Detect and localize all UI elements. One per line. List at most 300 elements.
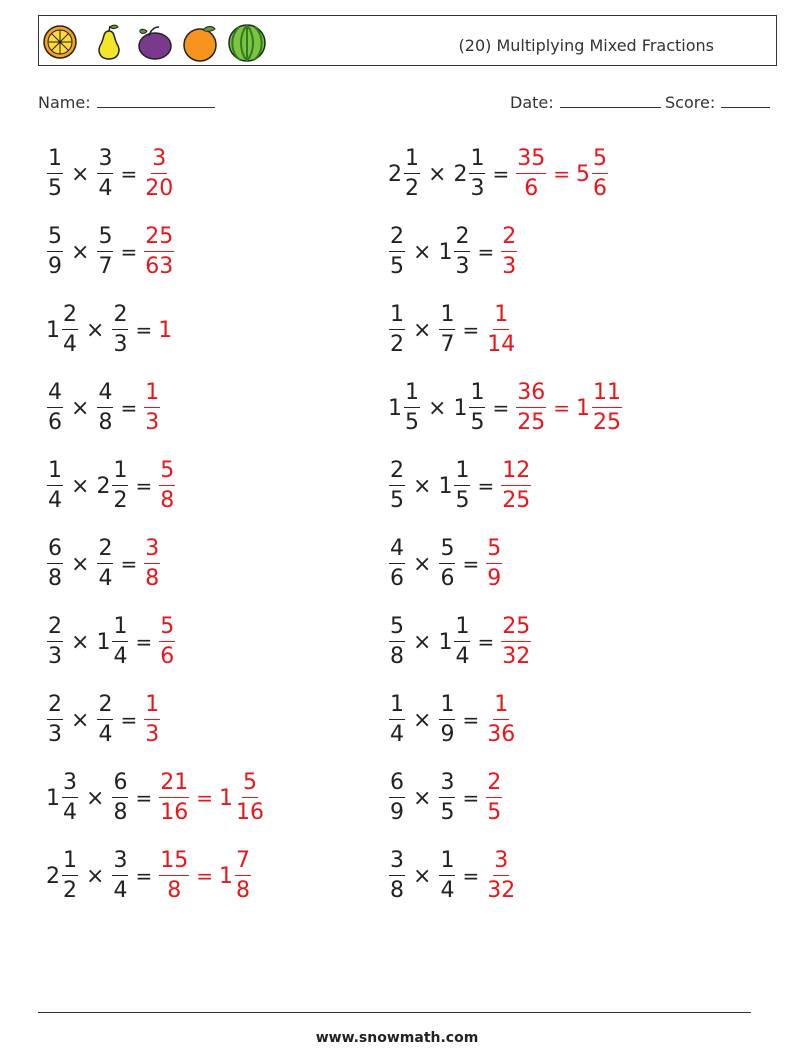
equals-sign: = [135,786,153,810]
answer-equals-sign: = [196,864,213,888]
fraction [486,304,516,356]
equals-sign: = [477,240,495,264]
fraction [486,694,516,746]
answer [485,538,503,590]
denominator: 5 [440,800,455,825]
times-sign: × [86,785,105,811]
operand-a [46,850,79,902]
denominator: 8 [98,410,113,435]
fraction [144,382,160,434]
denominator: 3 [48,644,62,669]
numerator: 25 [144,226,174,252]
operand-a [46,772,79,824]
denominator: 4 [63,800,77,825]
answer-fraction [515,382,547,434]
operand-a [46,304,79,356]
times-sign: × [86,317,105,343]
denominator: 8 [48,566,62,591]
fraction [112,616,128,668]
times-sign: × [413,707,432,733]
answer-mixed [219,772,266,824]
denominator: 32 [487,878,516,903]
times-sign: × [428,161,447,187]
fraction [389,538,405,590]
operand-b [453,382,486,434]
denominator: 3 [113,332,128,357]
numerator: 3 [389,850,405,876]
denominator: 8 [235,878,250,903]
fraction [62,304,78,356]
fraction [97,226,113,278]
operand-a [388,850,406,902]
answer [158,772,266,824]
fraction [62,850,78,902]
times-sign: × [413,785,432,811]
fraction [97,538,113,590]
fraction [47,148,63,200]
operand-a [388,382,421,434]
denominator: 8 [113,800,128,825]
fraction [47,460,63,512]
answer-equals-sign: = [553,162,570,186]
denominator: 6 [440,566,455,591]
answer [515,148,609,200]
fraction [516,148,546,200]
fraction [389,460,405,512]
fraction [469,382,485,434]
denominator: 4 [63,332,77,357]
denominator: 9 [440,722,455,747]
operand-a [46,148,64,200]
whole-number: 1 [438,629,453,655]
whole-number: 1 [218,863,233,889]
operand-b [96,616,129,668]
operand-b [438,850,456,902]
denominator: 6 [160,644,175,669]
numerator: 36 [516,382,546,408]
problem-item [46,610,176,674]
times-sign: × [86,863,105,889]
answer-mixed [576,148,609,200]
answer-fraction [158,772,190,824]
denominator: 5 [390,254,404,279]
numerator: 21 [159,772,189,798]
fraction [501,460,531,512]
numerator: 1 [469,382,485,408]
problem-item [46,298,173,362]
denominator: 8 [145,566,160,591]
operand-a [388,148,421,200]
operand-a [388,694,406,746]
denominator: 32 [502,644,531,669]
fraction [439,772,455,824]
fraction [159,850,189,902]
operand-b [96,538,114,590]
denominator: 4 [440,878,455,903]
fraction [439,538,455,590]
fraction [47,382,63,434]
fraction [439,694,455,746]
fraction [486,850,516,902]
answer [158,460,176,512]
numerator: 2 [62,304,78,330]
numerator: 5 [592,148,608,174]
whole-number: 5 [575,161,590,187]
numerator: 6 [389,772,405,798]
operand-a [46,382,64,434]
answer-fraction [500,460,532,512]
numerator: 3 [439,772,455,798]
denominator: 4 [98,176,113,201]
fraction [389,226,405,278]
operand-b [438,538,456,590]
fraction [439,850,455,902]
numerator: 5 [486,538,502,564]
fraction [47,694,63,746]
fraction [404,148,420,200]
numerator: 15 [159,850,189,876]
date-label: Date: [510,93,554,112]
answer-fraction [143,148,175,200]
operand-b [111,304,129,356]
numerator: 5 [97,226,113,252]
problem-item [388,532,503,596]
answer [143,694,161,746]
fraction [112,772,128,824]
fraction [159,616,175,668]
numerator: 3 [112,850,128,876]
problem-item [46,220,175,284]
answer-fraction [143,382,161,434]
fraction [144,538,160,590]
denominator: 4 [455,644,470,669]
answer-whole: 1 [158,317,173,343]
fraction [159,460,175,512]
numerator: 4 [389,538,405,564]
numerator: 1 [112,460,128,486]
numerator: 1 [469,148,485,174]
footer-url: www.snowmath.com [315,1030,479,1046]
whole-number: 1 [218,785,233,811]
fraction [486,538,502,590]
operand-b [438,226,471,278]
fraction [62,772,78,824]
numerator: 1 [144,382,160,408]
numerator: 3 [493,850,509,876]
times-sign: × [71,473,90,499]
answer-mixed [219,850,252,902]
operand-a [46,538,64,590]
answer-equals-sign: = [196,786,213,810]
denominator: 2 [390,332,404,357]
answer [485,772,503,824]
numerator: 6 [112,772,128,798]
answer-fraction [143,226,175,278]
numerator: 1 [454,460,470,486]
numerator: 4 [47,382,63,408]
fraction [144,226,174,278]
answer-fraction [485,850,517,902]
answer [143,382,161,434]
times-sign: × [71,161,90,187]
whole-number: 1 [46,785,60,811]
numerator: 1 [112,616,128,642]
answer [500,616,532,668]
whole-number: 1 [46,317,60,343]
numerator: 3 [97,148,113,174]
numerator: 35 [516,148,546,174]
problem-item [388,454,532,518]
denominator: 5 [455,488,470,513]
problem-item [388,766,503,830]
denominator: 4 [98,722,113,747]
operand-b [96,382,114,434]
times-sign: × [413,239,432,265]
operand-b [96,694,114,746]
numerator: 12 [501,460,531,486]
problem-item [46,844,252,908]
denominator: 16 [160,800,189,825]
numerator: 2 [112,304,128,330]
times-sign: × [71,551,90,577]
problem-item [46,142,175,206]
equals-sign: = [462,786,480,810]
answer-fraction [485,694,517,746]
operand-b [438,772,456,824]
whole-number: 2 [46,863,60,889]
fraction [144,148,174,200]
numerator: 5 [47,226,63,252]
numerator: 6 [47,538,63,564]
numerator: 2 [389,226,405,252]
fraction [404,382,420,434]
problem-item [388,298,517,362]
fraction [501,226,517,278]
operand-b [96,148,114,200]
denominator: 2 [63,878,77,903]
answer-fraction [158,850,190,902]
operand-b [453,148,486,200]
footer-divider [38,1012,751,1013]
fraction [112,304,128,356]
fraction [516,382,546,434]
whole-number: 1 [438,473,453,499]
denominator: 5 [487,800,502,825]
operand-a [388,772,406,824]
operand-a [388,304,406,356]
denominator: 5 [405,410,419,435]
answer-fraction [143,694,161,746]
numerator: 11 [592,382,622,408]
numerator: 2 [486,772,502,798]
numerator: 2 [47,694,63,720]
denominator: 4 [98,566,113,591]
fraction [501,616,531,668]
answer [485,850,517,902]
fraction [144,694,160,746]
numerator: 2 [97,538,113,564]
answer [500,460,532,512]
problem-item [388,688,517,752]
equals-sign: = [120,552,138,576]
fraction [389,772,405,824]
numerator: 1 [493,694,509,720]
times-sign: × [428,395,447,421]
operand-a [388,460,406,512]
denominator: 63 [145,254,174,279]
fraction [389,850,405,902]
whole-number: 2 [453,161,468,187]
operand-b [438,694,456,746]
equals-sign: = [135,474,153,498]
answer [143,226,175,278]
denominator: 25 [592,410,621,435]
numerator: 2 [47,616,63,642]
times-sign: × [413,317,432,343]
numerator: 1 [404,148,420,174]
fraction [47,226,63,278]
numerator: 1 [454,616,470,642]
worksheet-title: (20) Multiplying Mixed Fractions [458,36,714,55]
numerator: 1 [389,694,405,720]
denominator: 3 [455,254,470,279]
answer-fraction [485,304,517,356]
answer-fraction [158,460,176,512]
times-sign: × [413,629,432,655]
numerator: 1 [439,304,455,330]
equals-sign: = [120,396,138,420]
problem-item [46,454,176,518]
denominator: 8 [390,644,404,669]
operand-a [46,616,64,668]
operand-b [111,850,129,902]
denominator: 14 [487,332,516,357]
denominator: 4 [113,644,128,669]
equals-sign: = [477,630,495,654]
denominator: 25 [502,488,531,513]
denominator: 3 [145,722,160,747]
operand-a [46,460,64,512]
whole-number: 1 [453,395,468,421]
fraction [112,850,128,902]
equals-sign: = [120,162,138,186]
answer-mixed [576,382,623,434]
operand-b [96,226,114,278]
fraction [454,226,470,278]
fraction [97,694,113,746]
problem-item [46,376,161,440]
denominator: 4 [48,488,62,513]
numerator: 1 [47,148,63,174]
answer [143,538,161,590]
problem-item [388,376,623,440]
answer-fraction [143,538,161,590]
whole-number: 1 [388,395,402,421]
numerator: 1 [439,694,455,720]
denominator: 5 [48,176,62,201]
fraction [47,538,63,590]
equals-sign: = [462,864,480,888]
whole-number: 2 [388,161,402,187]
denominator: 2 [113,488,128,513]
problem-item [388,142,609,206]
fraction [159,772,189,824]
fraction [47,616,63,668]
denominator: 5 [390,488,404,513]
answer-fraction [158,616,176,668]
operand-b [438,616,471,668]
denominator: 8 [160,488,175,513]
answer-equals-sign: = [553,396,570,420]
denominator: 20 [145,176,174,201]
numerator: 5 [159,460,175,486]
equals-sign: = [462,552,480,576]
denominator: 7 [98,254,113,279]
answer-fraction [500,616,532,668]
fraction [454,616,470,668]
equals-sign: = [462,708,480,732]
denominator: 6 [390,566,404,591]
denominator: 7 [440,332,455,357]
times-sign: × [71,239,90,265]
fraction [389,304,405,356]
numerator: 1 [47,460,63,486]
numerator: 1 [404,382,420,408]
numerator: 2 [454,226,470,252]
times-sign: × [71,395,90,421]
fraction [389,694,405,746]
numerator: 1 [439,850,455,876]
times-sign: × [413,863,432,889]
answer [500,226,518,278]
fraction [235,850,251,902]
problem-item [46,688,161,752]
numerator: 1 [389,304,405,330]
operand-a [46,694,64,746]
denominator: 4 [390,722,404,747]
problem-item [388,610,532,674]
denominator: 25 [517,410,546,435]
operand-a [388,616,406,668]
answer [485,694,517,746]
answer-fraction [500,226,518,278]
fraction [486,772,502,824]
denominator: 6 [524,176,539,201]
numerator: 7 [235,850,251,876]
equals-sign: = [120,708,138,732]
whole-number: 2 [96,473,111,499]
equals-sign: = [120,240,138,264]
equals-sign: = [135,864,153,888]
numerator: 5 [159,616,175,642]
denominator: 5 [470,410,485,435]
numerator: 3 [62,772,78,798]
operand-a [388,538,406,590]
fraction [469,148,485,200]
denominator: 16 [235,800,264,825]
times-sign: × [71,629,90,655]
whole-number: 1 [575,395,590,421]
denominator: 3 [145,410,160,435]
equals-sign: = [462,318,480,342]
answer [158,850,252,902]
problem-item [46,532,161,596]
numerator: 5 [439,538,455,564]
fraction [389,616,405,668]
problem-item [388,220,518,284]
operand-a [46,226,64,278]
denominator: 9 [390,800,404,825]
